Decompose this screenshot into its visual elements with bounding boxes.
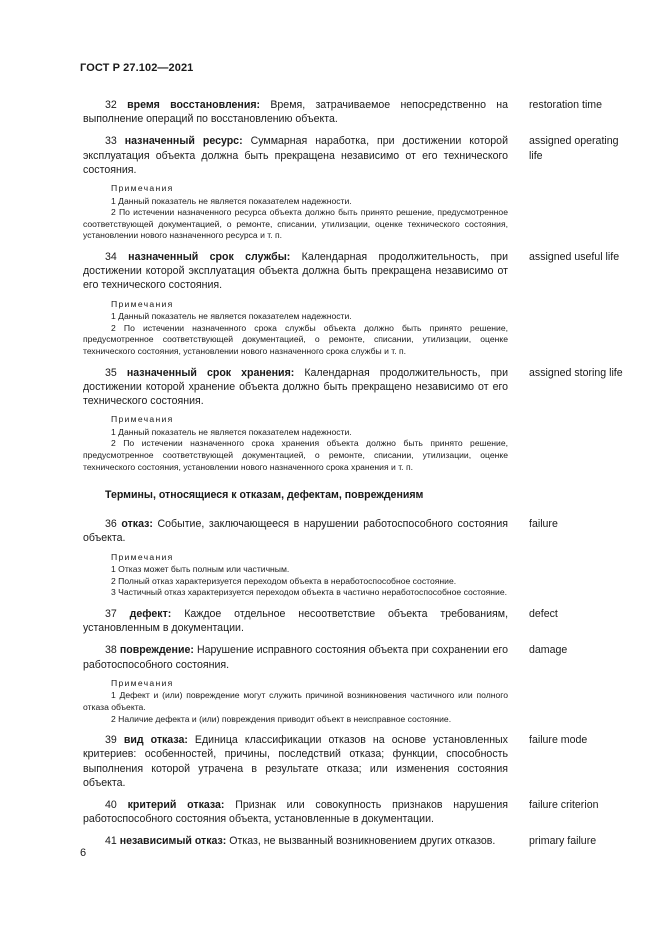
term-body — [83, 733, 508, 790]
english-equivalent: assigned operating life — [529, 135, 619, 162]
english-equivalent: damage — [529, 644, 568, 657]
term-definition-text: Каждое отдельное несоответствие объекта требованиям, установленным в документации. — [83, 607, 509, 635]
term-name: время восстановления: — [127, 99, 261, 111]
term-entry — [83, 834, 618, 848]
english-equivalent: assigned useful life — [529, 250, 620, 263]
term-definition — [83, 733, 508, 790]
section-heading: Термины, относящиеся к отказам, дефектам, повреждениям — [105, 489, 424, 502]
term-body — [83, 643, 508, 725]
term-body — [83, 798, 508, 826]
term-definition — [83, 98, 508, 126]
english-equivalent: assigned storing life — [529, 366, 623, 379]
term-entry — [83, 607, 618, 635]
term-definition-text: Календарная продолжительность, при достижении которой эксплуатация объекта должна быть прекращена независимо от его технического состояния. — [83, 250, 508, 292]
note-item: 3 Частичный отказ характеризуется переходом объекта в частично неработоспособное состояние. — [111, 587, 508, 598]
term-body — [83, 834, 508, 848]
notes-block — [83, 183, 508, 242]
term-name: назначенный срок хранения: — [126, 366, 295, 379]
term-name: отказ: — [121, 518, 153, 531]
note-item: 1 Дефект и (или) повреждение могут служить причиной возникновения частичного или полного отказа объекта. — [83, 690, 508, 712]
term-body — [83, 607, 508, 635]
term-body — [83, 366, 508, 474]
notes-block — [83, 678, 508, 725]
term-definition-text: Суммарная наработка, при достижении которой эксплуатация объекта должна быть прекращена независимо от его технического состояния. — [83, 135, 508, 176]
term-name: назначенный срок службы: — [128, 250, 291, 263]
terms-list — [83, 98, 623, 857]
english-equivalent: failure criterion — [529, 798, 599, 811]
term-body — [83, 517, 508, 599]
term-body — [83, 98, 508, 126]
term-number: 40 — [105, 798, 117, 811]
term-entry — [83, 250, 618, 358]
term-definition-text: Нарушение исправного состояния объекта при сохранении его работоспособного состояния. — [83, 644, 508, 671]
term-name: повреждение: — [119, 644, 194, 657]
term-body — [83, 134, 508, 242]
note-item: 2 По истечении назначенного ресурса объекта должно быть принято решение, предусмотренное соответствующей документацией, о ремонте, списании, утилизации, оценке технического состояния, установлении нового назначенного ресурса и т. п. — [83, 207, 508, 241]
term-number: 38 — [105, 644, 117, 657]
term-body — [83, 250, 508, 358]
term-number: 41 — [105, 835, 117, 848]
term-number: 37 — [105, 607, 117, 620]
term-name: назначенный ресурс: — [124, 135, 243, 148]
term-number: 33 — [105, 135, 117, 148]
term-definition-text: Время, затрачиваемое непосредственно на выполнение операций по восстановлению объекта. — [83, 99, 509, 126]
term-definition — [83, 517, 508, 545]
term-entry — [83, 98, 618, 126]
term-definition-text: Отказ, не вызванный возникновением других отказов. — [229, 835, 496, 848]
note-item: 1 Данный показатель не является показателем надежности. — [111, 195, 352, 206]
english-equivalent: restoration time — [529, 99, 603, 111]
notes-heading: Примечания — [111, 677, 174, 688]
notes-heading: Примечания — [111, 414, 174, 425]
notes-heading: Примечания — [111, 298, 174, 309]
note-item: 2 По истечении назначенного срока хранения объекта должно быть принято решение, предусмотренное соответствующей документацией, о ремонте, списании, утилизации, оценке технического состояния, установлении нового назначенного срока хранения и т. п. — [83, 438, 508, 472]
term-definition — [83, 250, 508, 293]
term-number: 35 — [105, 366, 117, 379]
term-name: критерий отказа: — [127, 798, 225, 811]
page-number: 6 — [80, 847, 87, 859]
term-entry — [83, 366, 623, 474]
note-item: 2 Наличие дефекта и (или) повреждения приводит объект в неисправное состояние. — [111, 713, 452, 724]
term-definition — [83, 834, 508, 848]
term-definition — [83, 366, 508, 409]
notes-heading: Примечания — [111, 183, 174, 194]
term-entry — [83, 517, 618, 599]
english-equivalent: primary failure — [529, 835, 597, 848]
english-equivalent: failure — [529, 518, 558, 531]
term-number: 32 — [105, 99, 117, 111]
notes-block — [83, 299, 508, 358]
term-definition-text: Признак или совокупность признаков нарушения работоспособного состояния объекта, установленные в документации. — [83, 798, 508, 826]
term-entry — [83, 643, 618, 725]
term-definition-text: Единица классификации отказов на основе установленных критериев: особенностей, причины, последствий отказа; функции, способность выполнения которой утрачена в результате отказа; или изменения состояния объекта. — [83, 734, 508, 789]
notes-heading: Примечания — [111, 551, 174, 562]
term-entry — [83, 733, 618, 790]
term-number: 34 — [105, 250, 117, 263]
note-item: 2 Полный отказ характеризуется переходом объекта в неработоспособное состояние. — [111, 575, 457, 586]
term-definition-text: Событие, заключающееся в нарушении работоспособного состояния объекта. — [83, 518, 508, 545]
english-equivalent: failure mode — [529, 734, 588, 747]
standard-header: ГОСТ Р 27.102—2021 — [80, 62, 194, 74]
term-name: вид отказа: — [123, 734, 188, 747]
term-definition — [83, 134, 508, 177]
note-item: 1 Данный показатель не является показателем надежности. — [111, 311, 352, 322]
english-equivalent: defect — [529, 607, 558, 620]
note-item: 2 По истечении назначенного срока службы объекта должно быть принято решение, предусмотренное соответствующей документацией, о ремонте, списании, утилизации, оценке технического состояния, установлении нового назначенного срока службы и т. п. — [83, 322, 508, 356]
term-entry — [83, 798, 618, 826]
note-item: 1 Данный показатель не является показателем надежности. — [111, 426, 352, 437]
term-name: дефект: — [129, 607, 172, 620]
term-definition — [83, 798, 508, 826]
term-number: 39 — [105, 734, 117, 747]
notes-block — [83, 414, 508, 473]
term-number: 36 — [105, 518, 117, 531]
term-definition-text: Календарная продолжительность, при достижении которой хранение объекта должно быть прекращено независимо от его технического состояния. — [83, 366, 508, 407]
term-definition — [83, 607, 508, 635]
term-name: независимый отказ: — [119, 835, 227, 848]
term-entry — [83, 134, 618, 242]
notes-block — [83, 552, 508, 599]
note-item: 1 Отказ может быть полным или частичным. — [111, 564, 290, 575]
term-definition — [83, 643, 508, 671]
